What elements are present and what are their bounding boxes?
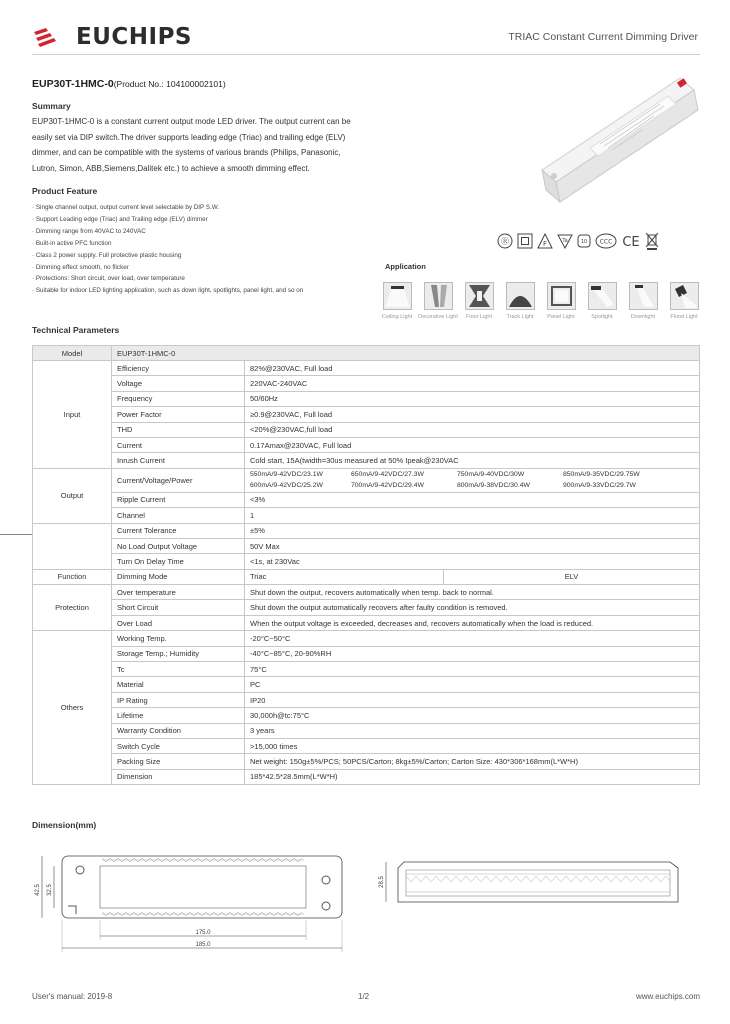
enec-icon [577,233,591,249]
table-row [33,754,700,769]
application-item [463,282,495,320]
param-name: No Load Output Voltage [112,538,245,553]
param-value: Shut down the output, recovers automatically when temp. back to normal. [245,585,700,600]
param-name: Current/Voltage/Power [112,468,245,492]
ccc-icon [595,233,617,249]
param-name: Storage Temp.; Humidity [112,646,245,661]
param-name: Switch Cycle [112,738,245,753]
param-name: Working Temp. [112,631,245,646]
param-name: Channel [112,508,245,523]
param-name: Frequency [112,391,245,406]
application-caption: Decorative Light [418,314,458,320]
tech-params-heading: Technical Parameters [32,325,120,335]
ul-cert-icon [497,233,513,249]
param-name: IP Rating [112,692,245,707]
brand-name: EUCHIPS [76,24,192,50]
panel-light-icon [547,282,576,310]
table-row [33,738,700,753]
param-name: THD [112,422,245,437]
table-row [33,692,700,707]
table-row [33,662,700,677]
param-value: <1s, at 230Vac [245,554,700,569]
f-mark-icon [537,233,553,249]
footer-date: User's manual: 2019-8 [32,992,113,1001]
summary-heading: Summary [32,101,71,111]
document-title: TRIAC Constant Current Dimming Driver [508,31,698,43]
svg-text:10: 10 [580,239,588,245]
svg-text:CCC: CCC [599,238,613,246]
param-value: 50/60Hz [245,391,700,406]
dimension-heading: Dimension(mm) [32,820,97,830]
param-name: Over temperature [112,585,245,600]
header-model-value: EUP30T-1HMC-0 [112,346,700,361]
table-row [33,422,700,437]
table-row [33,554,700,569]
output-option: 550mA/9-42VDC/23.1W [250,470,323,478]
header-model-label: Model [33,346,112,361]
param-value: -40°C~85°C, 20-90%RH [245,646,700,661]
ce-icon [621,233,641,249]
application-caption: Flood Light [670,314,698,320]
table-row [33,708,700,723]
param-name: Packing Size [112,754,245,769]
param-value: 75°C [245,662,700,677]
application-heading: Application [385,262,426,271]
application-item [504,282,536,320]
brand-logo [32,22,192,52]
application-item [627,282,659,320]
param-name: Current [112,437,245,452]
length-outer-label: 185.0 [195,942,211,948]
feature-item: · Dimming effect smooth, no flicker [32,263,129,271]
param-value: -20°C~50°C [245,631,700,646]
param-value: Shut down the output automatically recovers after faulty condition is removed. [245,600,700,615]
spotlight-icon [588,282,617,310]
feature-item: · Built-in active PFC function [32,239,112,247]
table-row [33,523,700,538]
output-option: 750mA/9-40VDC/30W [457,470,525,478]
table-row [33,492,700,507]
category-input: Input [33,361,112,469]
param-name: Dimming Mode [112,569,245,584]
param-value: 1 [245,508,700,523]
top-view-drawing [35,856,342,952]
feature-item: · Single channel output, output current level selectable by DIP S.W. [32,204,220,211]
table-header-row [33,346,700,361]
application-icons [381,282,700,320]
param-value: 185*42.5*28.5mm(L*W*H) [245,769,700,784]
application-caption: Spotlight [591,314,613,320]
table-row [33,569,700,584]
application-item [418,282,458,320]
application-caption: Panel Light [547,314,575,320]
param-name: Short Circuit [112,600,245,615]
param-value: 0.17Amax@230VAC, Full load [245,437,700,452]
feature-item: · Protections: Short circuit, over load, over temperature [32,275,185,283]
height-inner-label: 32.5 [47,884,53,896]
application-caption: Track Light [506,314,534,320]
table-row [33,585,700,600]
header-divider [32,54,700,55]
svg-text:F: F [542,240,548,248]
param-value [245,468,700,492]
summary-text: EUP30T-1HMC-0 is a constant current output mode LED driver. The output current can be easily set via DIP switch.The driver supports leading edge (Triac) and trailing edge (ELV) dimmer, and can be compatible with the systems of various brands (Philips, Panasonic, Lutron, Simon, ABB,Siemens,Dalitek etc.) to achieve a smooth dimming effect. [32,117,351,173]
param-value: 30,000h@tc:75°C [245,708,700,723]
length-inner-label: 175.0 [195,930,211,936]
product-image [530,70,700,210]
height-outer-label: 42.5 [35,884,41,896]
param-name: Warranty Condition [112,723,245,738]
param-name: Over Load [112,615,245,630]
param-value: ≥0.9@230VAC, Full load [245,407,700,422]
category-protection: Protection [33,585,112,631]
param-value: PC [245,677,700,692]
application-item [381,282,413,320]
param-value: ±5% [245,523,700,538]
param-name: Tc [112,662,245,677]
param-name: Current Tolerance [112,523,245,538]
param-name: Inrush Current [112,453,245,468]
logo-mark-icon [32,26,72,48]
dimension-drawing [30,840,700,960]
param-value: 3 years [245,723,700,738]
application-item [545,282,577,320]
table-row [33,468,700,492]
table-row [33,376,700,391]
output-option: 650mA/9-42VDC/27.3W [351,470,424,478]
param-value: 50V Max [245,538,700,553]
param-value: 220VAC-240VAC [245,376,700,391]
param-value: ELV [444,569,700,584]
category-blank [33,523,112,569]
param-name: Power Factor [112,407,245,422]
feature-item: · Dimming range from 40VAC to 240VAC [32,227,146,235]
param-value: 82%@230VAC, Full load [245,361,700,376]
application-caption: Ceiling Light [381,314,413,320]
param-value: <3% [245,492,700,507]
feature-item: · Class 2 power supply. Full protective plastic housing [32,251,182,259]
application-item [668,282,700,320]
param-name: Turn On Delay Time [112,554,245,569]
table-row [33,600,700,615]
param-value: IP20 [245,692,700,707]
param-value: Net weight: 150g±5%/PCS; 50PCS/Carton; 8kg±5%/Carton; Carton Size: 430*306*168mm(L*W*H) [245,754,700,769]
param-name: Voltage [112,376,245,391]
model-line [32,78,226,90]
svg-text:Ⓡ: Ⓡ [501,237,509,246]
track-light-icon [506,282,535,310]
ta-mark-icon [557,233,573,249]
features-list [32,202,362,297]
param-value: >15,000 times [245,738,700,753]
param-name: Lifetime [112,708,245,723]
ceiling-light-icon [383,282,412,310]
output-option: 850mA/9-35VDC/29.75W [563,470,640,478]
param-value: When the output voltage is exceeded, decreases and, recovers automatically when the load is reduced. [245,615,700,630]
floor-light-icon [465,282,494,310]
param-value: Triac [245,569,444,584]
param-name: Material [112,677,245,692]
svg-text:Ta: Ta [562,238,568,244]
product-number: (Product No.: 104100002101) [113,79,226,89]
param-value: <20%@230VAC,full load [245,422,700,437]
table-row [33,391,700,406]
param-name: Dimension [112,769,245,784]
tech-params-table [32,345,700,785]
output-option: 600mA/9-42VDC/25.2W [250,481,323,489]
table-row [33,508,700,523]
category-function: Function [33,569,112,584]
certification-marks [497,231,659,251]
param-value: Cold start, 15A(twidth=30us measured at 50% Ipeak@230VAC [245,453,700,468]
category-others: Others [33,631,112,785]
downlight-icon [629,282,658,310]
application-caption: Floor Light [466,314,492,320]
table-row [33,437,700,452]
page-number: 1/2 [358,992,370,1001]
margin-mark [0,534,32,535]
param-name: Ripple Current [112,492,245,507]
table-row [33,723,700,738]
table-row [33,453,700,468]
side-view-drawing [379,862,678,902]
model-number: EUP30T-1HMC-0 [32,78,114,90]
decorative-light-icon [424,282,453,310]
weee-bin-icon [645,231,659,251]
footer-website: www.euchips.com [635,992,700,1001]
table-row [33,538,700,553]
table-row [33,631,700,646]
output-option: 800mA/9-38VDC/30.4W [457,481,530,489]
feature-item: · Support Leading edge (Triac) and Trailing edge (ELV) dimmer [32,215,208,223]
features-heading: Product Feature [32,186,98,196]
class2-icon [517,233,533,249]
table-row [33,769,700,784]
feature-item: · Suitable for indoor LED lighting application, such as down light, spotlights, panel light, and so on [32,287,304,295]
side-height-label: 28.5 [379,876,385,888]
output-option: 900mA/9-33VDC/29.7W [563,481,636,489]
table-row [33,407,700,422]
category-output: Output [33,468,112,523]
output-option: 700mA/9-42VDC/29.4W [351,481,424,489]
application-item [586,282,618,320]
table-row [33,646,700,661]
table-row [33,677,700,692]
svg-text:CE: CE [622,235,640,249]
param-name: Efficiency [112,361,245,376]
output-power-grid [250,469,694,492]
application-caption: Downlight [630,314,656,320]
table-row [33,615,700,630]
table-row [33,361,700,376]
flood-light-icon [670,282,699,310]
